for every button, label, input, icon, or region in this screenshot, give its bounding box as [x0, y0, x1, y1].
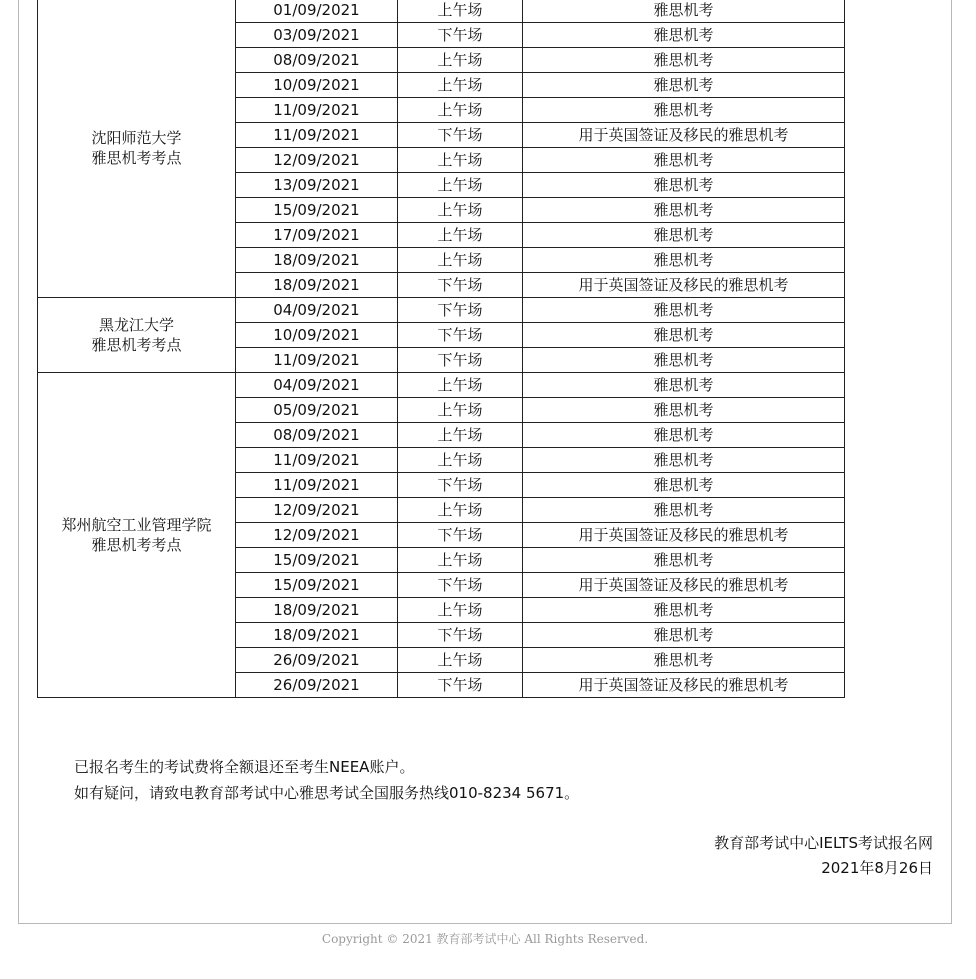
copyright-footer: Copyright © 2021 教育部考试中心 All Rights Reserved.	[321, 932, 649, 946]
session-slot-cell: 下午场	[398, 348, 523, 373]
exam-type-cell: 雅思机考	[523, 473, 845, 498]
venue-name: 黑龙江大学	[98, 316, 174, 334]
venue-cell	[38, 373, 236, 698]
session-slot-cell: 上午场	[398, 198, 523, 223]
exam-type-cell: 雅思机考	[523, 498, 845, 523]
date-cell: 26/09/2021	[236, 648, 398, 673]
session-slot-cell: 上午场	[398, 423, 523, 448]
exam-type-cell: 雅思机考	[523, 148, 845, 173]
exam-type-cell: 雅思机考	[523, 348, 845, 373]
exam-type-cell: 雅思机考	[523, 398, 845, 423]
session-slot-cell: 上午场	[398, 448, 523, 473]
exam-type-cell: 雅思机考	[523, 623, 845, 648]
date-cell: 12/09/2021	[236, 148, 398, 173]
exam-type-cell: 用于英国签证及移民的雅思机考	[523, 523, 845, 548]
session-slot-cell: 上午场	[398, 398, 523, 423]
date-cell: 11/09/2021	[236, 448, 398, 473]
session-slot-cell: 下午场	[398, 123, 523, 148]
date-cell: 13/09/2021	[236, 173, 398, 198]
session-slot-cell: 上午场	[398, 0, 523, 23]
session-slot-cell: 上午场	[398, 73, 523, 98]
refund-note: 已报名考生的考试费将全额退还至考生NEEA账户。	[74, 758, 415, 776]
exam-type-cell: 雅思机考	[523, 0, 845, 23]
exam-type-cell: 雅思机考	[523, 298, 845, 323]
exam-type-cell: 用于英国签证及移民的雅思机考	[523, 573, 845, 598]
exam-type-cell: 雅思机考	[523, 598, 845, 623]
signature-date: 2021年8月26日	[821, 859, 933, 877]
date-cell: 11/09/2021	[236, 123, 398, 148]
exam-type-cell: 雅思机考	[523, 373, 845, 398]
session-slot-cell: 上午场	[398, 648, 523, 673]
session-slot-cell: 下午场	[398, 323, 523, 348]
date-cell: 08/09/2021	[236, 423, 398, 448]
exam-type-cell: 雅思机考	[523, 548, 845, 573]
exam-type-cell: 雅思机考	[523, 173, 845, 198]
date-cell: 15/09/2021	[236, 573, 398, 598]
exam-type-cell: 雅思机考	[523, 223, 845, 248]
session-slot-cell: 上午场	[398, 173, 523, 198]
date-cell: 05/09/2021	[236, 398, 398, 423]
exam-type-cell: 用于英国签证及移民的雅思机考	[523, 273, 845, 298]
table-row	[38, 0, 845, 23]
date-cell: 10/09/2021	[236, 73, 398, 98]
exam-type-cell: 雅思机考	[523, 323, 845, 348]
date-cell: 03/09/2021	[236, 23, 398, 48]
date-cell: 12/09/2021	[236, 498, 398, 523]
exam-type-cell: 雅思机考	[523, 423, 845, 448]
session-slot-cell: 上午场	[398, 148, 523, 173]
date-cell: 12/09/2021	[236, 523, 398, 548]
date-cell: 15/09/2021	[236, 548, 398, 573]
venue-name: 郑州航空工业管理学院	[61, 516, 212, 534]
exam-type-cell: 用于英国签证及移民的雅思机考	[523, 123, 845, 148]
exam-type-cell: 雅思机考	[523, 198, 845, 223]
session-slot-cell: 下午场	[398, 23, 523, 48]
session-slot-cell: 上午场	[398, 223, 523, 248]
session-slot-cell: 下午场	[398, 623, 523, 648]
venue-type: 雅思机考考点	[91, 336, 182, 354]
session-slot-cell: 上午场	[398, 373, 523, 398]
session-slot-cell: 下午场	[398, 523, 523, 548]
session-slot-cell: 下午场	[398, 673, 523, 698]
venue-cell	[38, 0, 236, 298]
venue-name: 沈阳师范大学	[91, 128, 182, 147]
exam-type-cell: 雅思机考	[523, 48, 845, 73]
date-cell: 10/09/2021	[236, 323, 398, 348]
date-cell: 04/09/2021	[236, 298, 398, 323]
date-cell: 11/09/2021	[236, 473, 398, 498]
exam-type-cell: 雅思机考	[523, 648, 845, 673]
exam-type-cell: 雅思机考	[523, 98, 845, 123]
venue-cell	[38, 298, 236, 373]
date-cell: 11/09/2021	[236, 348, 398, 373]
date-cell: 18/09/2021	[236, 248, 398, 273]
date-cell: 17/09/2021	[236, 223, 398, 248]
date-cell: 18/09/2021	[236, 623, 398, 648]
exam-type-cell: 雅思机考	[523, 448, 845, 473]
signature-org: 教育部考试中心IELTS考试报名网	[714, 834, 933, 852]
table-row	[38, 298, 845, 323]
exam-schedule-table	[37, 0, 845, 698]
session-slot-cell: 下午场	[398, 573, 523, 598]
session-slot-cell: 上午场	[398, 48, 523, 73]
session-slot-cell: 下午场	[398, 298, 523, 323]
session-slot-cell: 上午场	[398, 498, 523, 523]
exam-schedule-body	[38, 0, 845, 698]
date-cell: 08/09/2021	[236, 48, 398, 73]
session-slot-cell: 上午场	[398, 598, 523, 623]
exam-type-cell: 雅思机考	[523, 23, 845, 48]
exam-type-cell: 雅思机考	[523, 73, 845, 98]
session-slot-cell: 上午场	[398, 98, 523, 123]
session-slot-cell: 下午场	[398, 273, 523, 298]
venue-type: 雅思机考考点	[91, 148, 182, 167]
date-cell: 15/09/2021	[236, 198, 398, 223]
date-cell: 11/09/2021	[236, 98, 398, 123]
date-cell: 18/09/2021	[236, 598, 398, 623]
exam-type-cell: 雅思机考	[523, 248, 845, 273]
hotline-note: 如有疑问，请致电教育部考试中心雅思考试全国服务热线010-8234 5671。	[74, 784, 580, 802]
exam-type-cell: 用于英国签证及移民的雅思机考	[523, 673, 845, 698]
session-slot-cell: 上午场	[398, 548, 523, 573]
date-cell: 26/09/2021	[236, 673, 398, 698]
date-cell: 04/09/2021	[236, 373, 398, 398]
venue-type: 雅思机考考点	[91, 536, 182, 554]
table-row	[38, 373, 845, 398]
date-cell: 18/09/2021	[236, 273, 398, 298]
date-cell: 01/09/2021	[236, 0, 398, 23]
session-slot-cell: 上午场	[398, 248, 523, 273]
session-slot-cell: 下午场	[398, 473, 523, 498]
